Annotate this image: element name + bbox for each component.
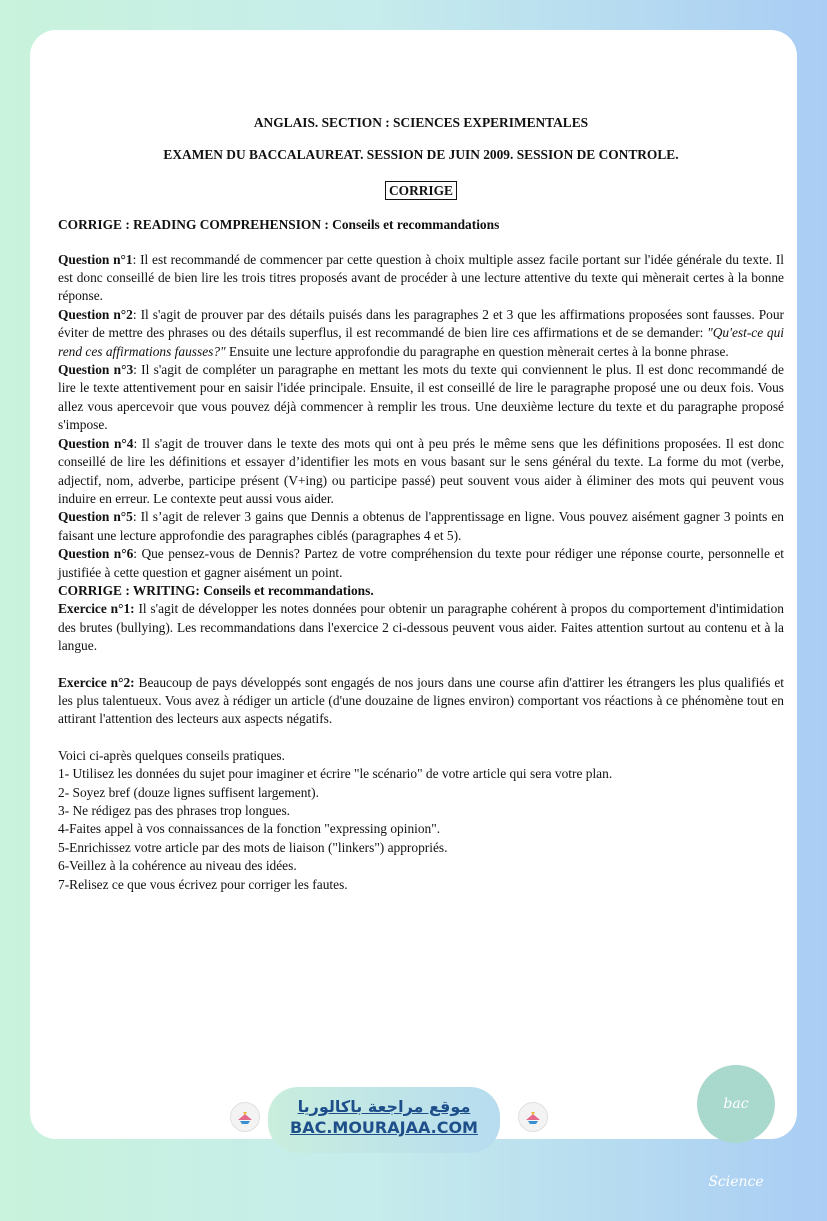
document-page bbox=[30, 30, 797, 1139]
site-name-arabic[interactable]: موقع مراجعة باكالوريا bbox=[297, 1097, 471, 1116]
site-url-link[interactable]: BAC.MOURAJAA.COM bbox=[290, 1118, 478, 1137]
question-label: Question n°4 bbox=[58, 435, 134, 451]
document-content bbox=[58, 114, 784, 894]
tips-intro: Voici ci-après quelques conseils pratiques. bbox=[58, 747, 285, 763]
tips-list bbox=[58, 747, 784, 894]
tip-item: 3- Ne rédigez pas des phrases trop longues. bbox=[58, 803, 291, 818]
exam-title: ANGLAIS. SECTION : SCIENCES EXPERIMENTALES bbox=[253, 115, 589, 130]
question-label: Question n°3 bbox=[58, 362, 134, 378]
corrige-box: CORRIGE bbox=[385, 181, 457, 200]
tip-item: 6-Veillez à la cohérence au niveau des idées. bbox=[58, 858, 297, 874]
site-badge[interactable] bbox=[268, 1087, 500, 1153]
question-text: : Il est recommandé de commencer par cette question à choix multiple assez facile portant sur l'idée générale du texte. Il est donc conseillé de bien lire les trois titres proposés avant de procéder à une lecture attentive du texte qui mènerait certes à la bonne réponse. bbox=[58, 251, 784, 304]
tip-item: 5-Enrichissez votre article par des mots de liaison ("linkers") appropriés. bbox=[58, 839, 448, 855]
site-logo-icon-left bbox=[230, 1102, 260, 1132]
exercise-1 bbox=[58, 600, 784, 655]
question-text: : Il s’agit de relever 3 gains que Dennis a obtenus de l'apprentissage en ligne. Vous pouvez aisément gagner 3 points en faisant une lecture approfondie des paragraphes ciblés (paragraphes 4 et 5). bbox=[58, 509, 784, 543]
exam-session: EXAMEN DU BACCALAUREAT. SESSION DE JUIN 2009. SESSION DE CONTROLE. bbox=[163, 147, 679, 163]
exercise-text: Il s'agit de développer les notes données pour obtenir un paragraphe cohérent à propos du comportement d'intimidation des brutes (bullying). Les recommandations dans l'exercice 2 ci-dessous peuvent vous aider. Faites attention surtout au contenu et à la langue. bbox=[58, 601, 784, 654]
tip-item: 2- Soyez bref (douze lignes suffisent largement). bbox=[58, 784, 319, 800]
reading-section-title: CORRIGE : READING COMPREHENSION : Conseils et recommandations bbox=[58, 217, 500, 233]
tip-item: 4-Faites appel à vos connaissances de la fonction "expressing opinion". bbox=[58, 821, 441, 837]
question-2 bbox=[58, 306, 784, 361]
question-text-cont: Ensuite une lecture approfondie du paragraphe en question mènerait certes à la bonne phrase. bbox=[225, 343, 729, 359]
exercise-label: Exercice n°2: bbox=[58, 674, 135, 690]
tip-item: 7-Relisez ce que vous écrivez pour corriger les fautes. bbox=[58, 876, 348, 892]
exercise-2 bbox=[58, 674, 784, 729]
question-italic: "Qu'est-ce qui rend ces affirmations fausses?" bbox=[58, 325, 784, 359]
question-text: : Il s'agit de trouver dans le texte des mots qui ont à peu prés le même sens que les définitions proposées. Il est donc conseillé de lire les définitions et essayer d’identifier les mots en vous basant sur le sens général du texte. La forme du mot (verbe, adjectif, nom, adverbe, participe présent (V+ing) ou participe passé) peut souvent vous aider à éliminer des mots qui peuvent vous induire en erreur. Le contexte peut aussi vous aider. bbox=[58, 435, 784, 506]
exercise-text: Beaucoup de pays développés sont engagés de nos jours dans une course afin d'attirer les étrangers les plus qualifiés et les plus talentueux. Vous avez à rédiger un article (d'une douzaine de lignes environ) comportant vos réactions à ce phénomène tout en attirant l'attention des lecteurs aux aspects négatifs. bbox=[58, 674, 784, 727]
site-logo-icon-right bbox=[518, 1102, 548, 1132]
question-text: : Il s'agit de prouver par des détails puisés dans les paragraphes 2 et 3 que les affirmations proposées sont fausses. Pour éviter de mettre des phrases ou des détails superflus, il est recommandé de bien lire ces affirmations et de se demander: bbox=[58, 306, 784, 341]
question-5 bbox=[58, 508, 784, 545]
question-label: Question n°1 bbox=[58, 251, 133, 267]
tip-item: 1- Utilisez les données du sujet pour imaginer et écrire "le scénario" de votre article qui sera votre plan. bbox=[58, 766, 613, 782]
question-1 bbox=[58, 251, 784, 306]
writing-section-title: CORRIGE : WRITING: Conseils et recommandations. bbox=[58, 582, 374, 598]
question-label: Question n°6 bbox=[58, 546, 134, 562]
question-3 bbox=[58, 361, 784, 435]
question-text: : Il s'agit de compléter un paragraphe en mettant les mots du texte qui conviennent le plus. Il est donc recommandé de lire le texte attentivement pour en saisir l'idée principale. Ensuite, il est conseillé de lire le paragraphe proposé une ou deux fois. Vous allez vous apercevoir que vous pouvez déjà commencer à remplir les trous. Une deuxième lecture du texte et du paragraphe proposé s'impose. bbox=[58, 362, 784, 433]
question-6 bbox=[58, 545, 784, 582]
question-label: Question n°2 bbox=[58, 306, 133, 322]
question-label: Question n°5 bbox=[58, 509, 133, 525]
question-text: : Que pensez-vous de Dennis? Partez de votre compréhension du texte pour rédiger une réponse courte, personnelle et justifiée à cette question et gagner aisément un point. bbox=[58, 546, 784, 580]
bac-science-logo: bac Science bbox=[697, 1065, 775, 1143]
question-4 bbox=[58, 435, 784, 509]
exercise-label: Exercice n°1: bbox=[58, 601, 135, 617]
